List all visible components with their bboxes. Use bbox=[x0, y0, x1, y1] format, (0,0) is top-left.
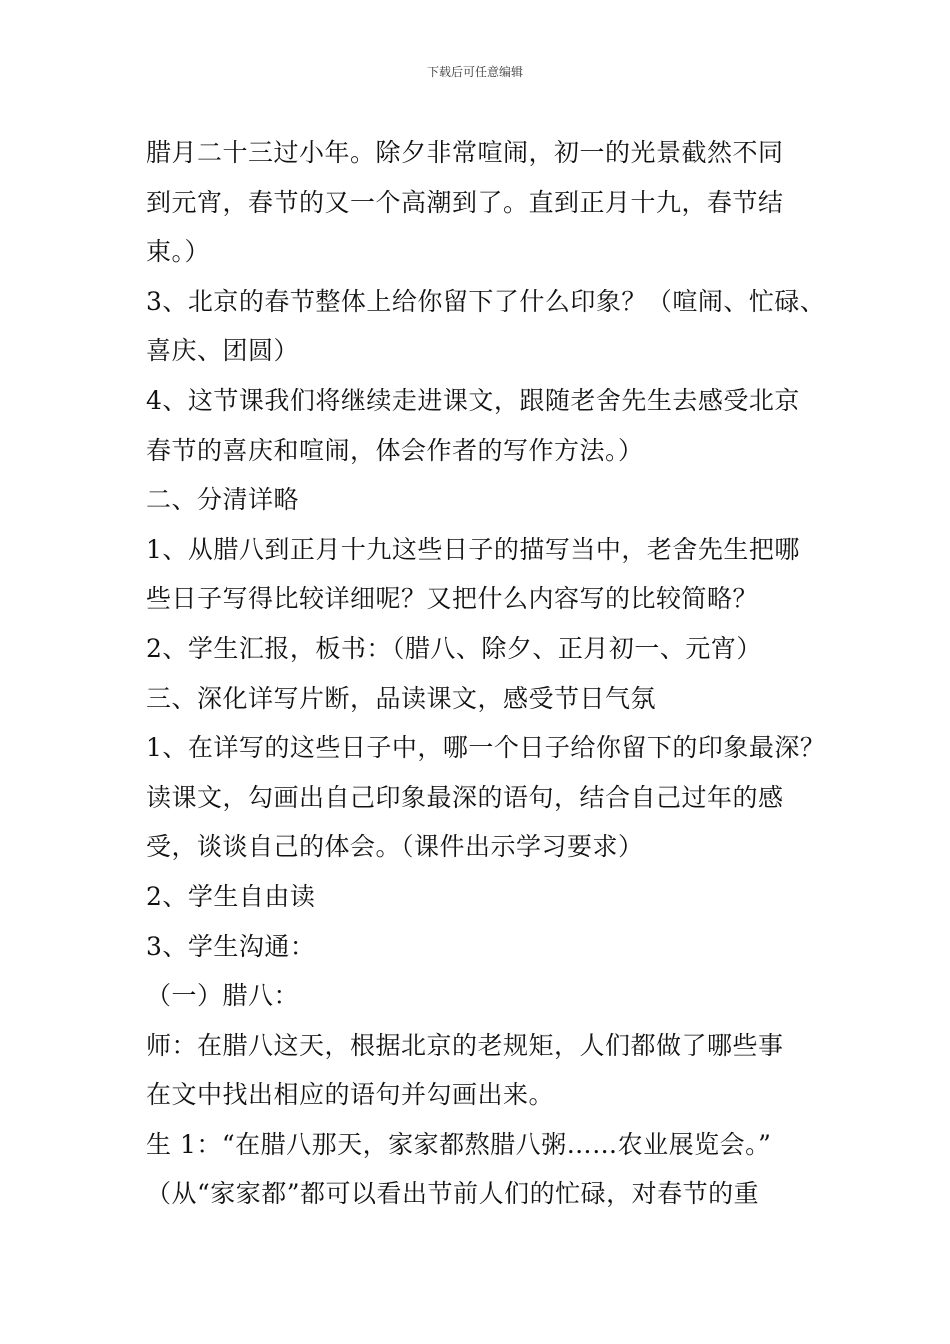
text-line: 1、从腊八到正月十九这些日子的描写当中，老舍先生把哪 bbox=[146, 534, 800, 564]
text-line: 1、在详写的这些日子中，哪一个日子给你留下的印象最深？ bbox=[146, 733, 826, 763]
text-line: 腊月二十三过小年。除夕非常喧闹，初一的光景截然不同 bbox=[146, 138, 784, 167]
text-line: 生 1：“在腊八那天，家家都熬腊八粥……农业展览会。” bbox=[146, 1129, 772, 1159]
text-line: 2、学生汇报，板书：（腊八、除夕、正月初一、元宵） bbox=[146, 633, 762, 663]
text-line: 3、学生沟通： bbox=[146, 931, 316, 961]
text-line: 师：在腊八这天，根据北京的老规矩，人们都做了哪些事 bbox=[146, 1030, 784, 1060]
page-header: 下载后可任意编辑 bbox=[426, 65, 523, 79]
section-heading: 二、分清详略 bbox=[146, 485, 300, 515]
text-line: （从“家家都”都可以看出节前人们的忙碌，对春节的重 bbox=[146, 1179, 760, 1209]
text-line: 喜庆、团圆） bbox=[146, 336, 300, 366]
text-line: 到元宵，春节的又一个高潮到了。直到正月十九，春节结 bbox=[146, 187, 784, 217]
section-heading: 三、深化详写片断，品读课文，感受节日气氛 bbox=[146, 683, 657, 713]
text-line: 3、北京的春节整体上给你留下了什么印象？（喧闹、忙碌、 bbox=[146, 286, 826, 316]
text-line: 束。） bbox=[146, 237, 211, 267]
text-line: 在文中找出相应的语句并勾画出来。 bbox=[146, 1080, 555, 1110]
text-line: 受，谈谈自己的体会。（课件出示学习要求） bbox=[146, 832, 644, 862]
text-line: 4、这节课我们将继续走进课文，跟随老舍先生去感受北京 bbox=[146, 385, 800, 415]
text-line: 些日子写得比较详细呢？又把什么内容写的比较简略？ bbox=[146, 584, 759, 614]
text-line: 读课文，勾画出自己印象最深的语句，结合自己过年的感 bbox=[146, 782, 784, 812]
text-line: 春节的喜庆和喧闹，体会作者的写作方法。） bbox=[146, 435, 644, 465]
subsection-heading: （一）腊八： bbox=[146, 981, 300, 1011]
text-line: 2、学生自由读 bbox=[146, 881, 316, 911]
document-body bbox=[146, 128, 846, 1219]
